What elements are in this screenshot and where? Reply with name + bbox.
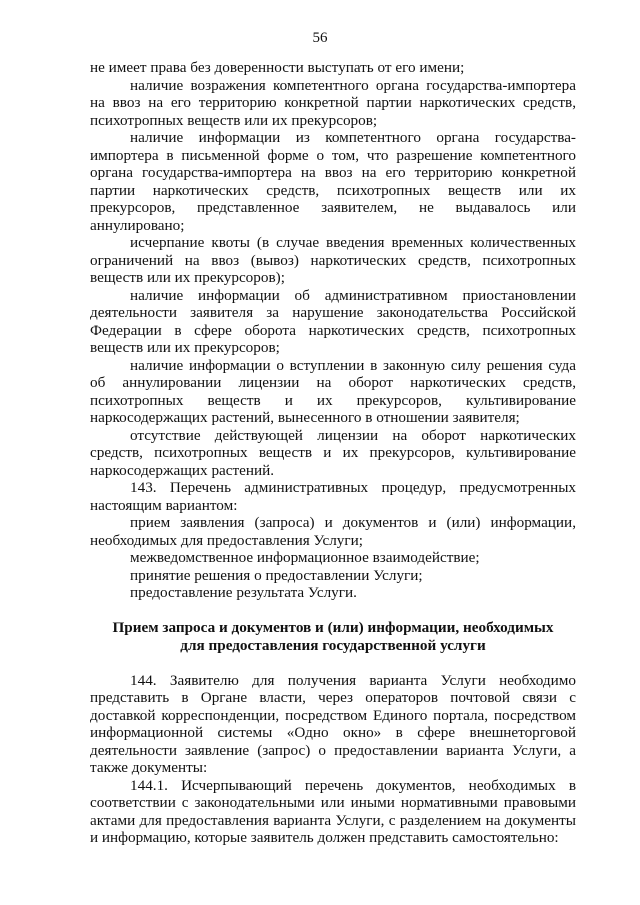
paragraph: наличие возражения компетентного органа государства-импортера на ввоз на его территорию конкретной партии наркотических средств, психотропных веществ или их прекурсоров;: [90, 76, 576, 129]
section-heading-line: Прием запроса и документов и (или) информации, необходимых: [112, 618, 554, 636]
paragraph: прием заявления (запроса) и документов и (или) информации, необходимых для предоставления Услуги;: [90, 514, 576, 549]
section-heading: [90, 619, 576, 656]
paragraph: наличие информации о вступлении в законную силу решения суда об аннулировании лицензии на оборот наркотических средств, психотропных веществ и их прекурсоров, культивирование наркосодержащих растений, вынесенного в отношении заявителя;: [90, 356, 576, 426]
document-body: [90, 59, 576, 847]
paragraph: отсутствие действующей лицензии на оборот наркотических средств, психотропных веществ и их прекурсоров, культивирование наркосодержащих растений.: [90, 426, 576, 479]
paragraph: наличие информации об административном приостановлении деятельности заявителя за нарушение законодательства Российской Федерации в сфере оборота наркотических средств, психотропных веществ или их прекурсоров;: [90, 286, 576, 356]
paragraph: принятие решения о предоставлении Услуги;: [130, 566, 423, 584]
paragraph: исчерпание квоты (в случае введения временных количественных ограничений на ввоз (вывоз) наркотических средств, психотропных веществ или их прекурсоров);: [90, 234, 576, 286]
paragraph: 144.1. Исчерпывающий перечень документов, необходимых в соответствии с законодательными или иными нормативными правовыми актами для предоставления варианта Услуги, с разделением на документы и информацию, которые заявитель должен представить самостоятельно:: [90, 776, 576, 846]
paragraph: 143. Перечень административных процедур, предусмотренных настоящим вариантом:: [90, 479, 576, 514]
paragraph: предоставление результата Услуги.: [130, 584, 357, 601]
paragraph: наличие информации из компетентного органа государства-импортера в письменной форме о том, что разрешение компетентного органа государства-импортера на ввоз на его территорию конкретной партии наркотических средств, психотропных веществ или их прекурсоров, представленное заявителем, не выдавалось или аннулировано;: [90, 129, 576, 234]
section-heading-line: для предоставления государственной услуги: [180, 637, 486, 654]
paragraph: 144. Заявителю для получения варианта Услуги необходимо представить в Органе власти, через операторов почтовой связи с доставкой корреспонденции, посредством Единого портала, посредством информационной системы «Одно окно» в сфере внешнеторговой деятельности заявление (запрос) о предоставлении варианта Услуги, а также документы:: [90, 671, 576, 776]
paragraph: межведомственное информационное взаимодействие;: [130, 549, 480, 566]
paragraph: не имеет права без доверенности выступать от его имени;: [90, 59, 465, 76]
spacer: [90, 656, 576, 672]
page-number: 56: [312, 30, 328, 46]
